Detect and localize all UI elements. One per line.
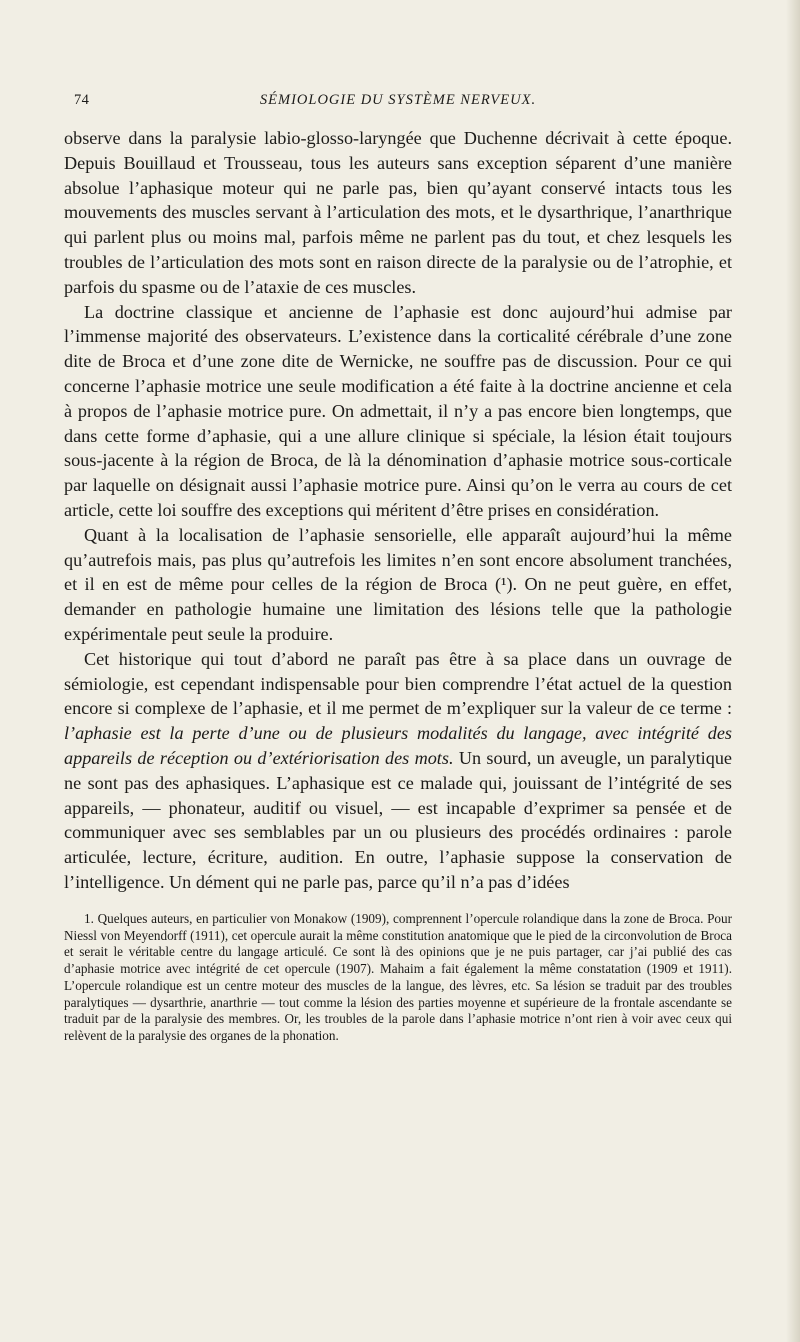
body-text: [64, 126, 732, 895]
paragraph-3: Quant à la localisation de l’aphasie sensorielle, elle apparaît aujourd’hui la même qu’autrefois mais, pas plus qu’autrefois les limites n’en sont encore absolument tranchées, et il en est de même pour celles de la région de Broca (¹). On ne peut guère, en effet, demander en pathologie humaine une limitation des lésions telle que la pathologie expérimentale peut seule la produire.: [64, 524, 732, 644]
running-title: SÉMIOLOGIE DU SYSTÈME NERVEUX.: [259, 92, 537, 108]
paragraph-4-start: Cet historique qui tout d’abord ne paraît pas être à sa place dans un ouvrage de sémiologie, est cependant indispensable pour bien comprendre l’état actuel de la question encore si complexe de l’aphasie, et il me permet de m’expliquer sur la valeur de ce terme :: [64, 648, 732, 719]
paragraph-2: La doctrine classique et ancienne de l’aphasie est donc aujourd’hui admise par l’immense majorité des observateurs. L’existence dans la corticalité cérébrale d’une zone dite de Broca et d’une zone dite de Wernicke, ne souffre pas de discussion. Pour ce qui concerne l’aphasie motrice une seule modification a été faite à la doctrine ancienne et cela à propos de l’aphasie motrice pure. On admettait, il n’y a pas encore bien longtemps, que dans cette forme d’aphasie, qui a une allure clinique si spéciale, la lésion était toujours sous-jacente à la région de Broca, de là la dénomination d’aphasie motrice sous-corticale par laquelle on désignait aussi l’aphasie motrice pure. Ainsi qu’on le verra au cours de cet article, cette loi souffre des exceptions qui méritent d’être prises en considération.: [64, 301, 732, 520]
paragraph-1: observe dans la paralysie labio-glosso-laryngée que Duchenne décrivait à cette époque. Depuis Bouillaud et Trousseau, tous les auteurs sans exception séparent d’une manière absolue l’aphasique moteur qui ne parle pas, bien qu’ayant conservé intacts tous les mouvements des muscles servant à l’articulation des mots, et le dysarthrique, l’anarthrique qui parlent plus ou moins mal, parfois même ne parlent pas du tout, et chez lesquels les troubles de l’articulation des mots sont en raison directe de la paralysie ou de l’atrophie, et parfois du spasme ou de l’ataxie de ces muscles.: [64, 128, 732, 297]
paragraph-4-end: Un sourd, un aveugle, un paralytique ne sont pas des aphasiques. L’aphasique est ce malade qui, jouissant de l’intégrité de ses appareils, — phonateur, auditif ou visuel, — est incapable d’exprimer sa pensée et de communiquer avec ses semblables par un ou plusieurs des procédés ordinaires : parole articulée, lecture, écriture, audition. En outre, l’aphasie suppose la conservation de l’intelligence. Un dément qui ne parle pas, parce qu’il n’a pas d’idées: [64, 747, 732, 892]
footnotes: [64, 911, 732, 1045]
footnote-1: 1. Quelques auteurs, en particulier von Monakow (1909), comprennent l’opercule rolandique dans la zone de Broca. Pour Niessl von Meyendorff (1911), cet opercule aurait la même constitution anatomique que le pied de la circonvolution de Broca et serait le véritable centre du langage articulé. Ce sont là des opinions que je ne puis partager, car j’ai publié des cas d’aphasie motrice avec intégrité de cet opercule (1907). Mahaim a fait également la même constatation (1909 et 1911). L’opercule rolandique est un centre moteur des muscles de la langue, des lèvres, etc. Sa lésion se traduit par des troubles paralytiques — dysarthrie, anarthrie — tout comme la lésion des parties moyenne et supérieure de la frontale ascendante se traduit par de la paralysie des membres. Or, les troubles de la parole dans l’aphasie motrice n’ont rien à voir avec ceux qui relèvent de la paralysie des organes de la phonation.: [64, 910, 732, 1044]
aphasia-definition: l’aphasie est la perte d’une ou de plusieurs modalités du langage, avec intégrité des appareils de réception ou d’extériorisation des mots.: [64, 723, 732, 768]
paragraph-4: [64, 647, 732, 895]
book-page: [64, 92, 732, 1045]
page-edge-shadow: [786, 0, 800, 1342]
page-header: [64, 92, 732, 112]
page-number: 74: [74, 92, 90, 108]
